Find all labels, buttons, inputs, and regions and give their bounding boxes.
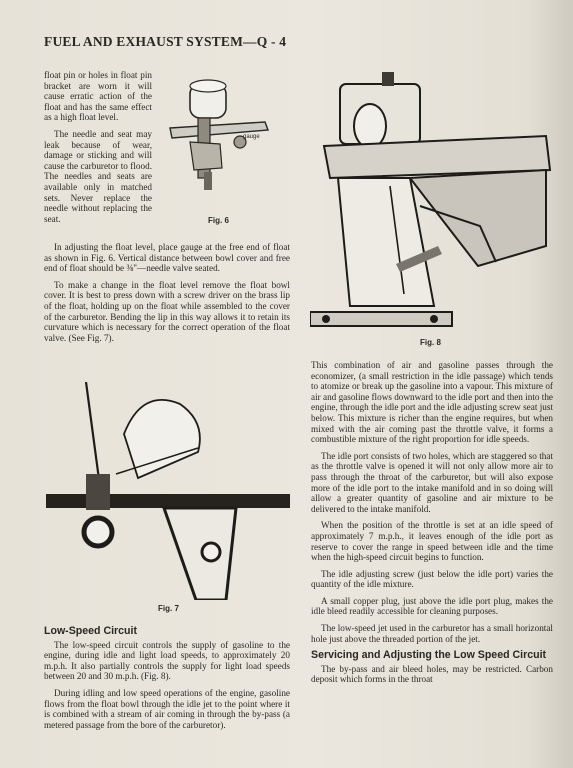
paragraph: float pin or holes in float pin bracket are worn it will cause erratic action of the float and has the same effect as a high float level.: [44, 70, 152, 123]
paragraph: The low-speed circuit controls the supply of gasoline to the engine, during idle and light load speeds, to approximately 20 m.p.h. It also partially controls the supply for light load speeds between 20 and 30 m.p.h. (Fig. 8).: [44, 639, 290, 682]
section-heading-servicing-low-speed: Servicing and Adjusting the Low Speed Circuit: [311, 649, 547, 662]
fig8-caption: Fig. 8: [420, 338, 441, 347]
paragraph: The idle adjusting screw (just below the idle port) varies the quantity of the idle mixture.: [311, 568, 553, 590]
fig6-caption: Fig. 6: [208, 216, 229, 225]
paragraph: When the position of the throttle is set at an idle speed of approximately 7 m.p.h., it leaves enough of the idle port as reserve to cover the range in speed between idle and the time when the high-speed circuit begins to function.: [311, 520, 553, 563]
paragraph: To make a change in the float level remove the float bowl cover. It is best to press down with a screw driver on the brass lip of the float, holding up on the float while assembled to the cover of the carburetor. Bending the lip in this way allows it to retain its curvature which is necessary for the correct operation of the float valve. (See Fig. 7).: [44, 279, 290, 343]
left-mid-column: [44, 242, 290, 349]
page-header: FUEL AND EXHAUST SYSTEM—Q - 4: [44, 34, 287, 49]
right-column: [311, 360, 553, 691]
fig7-float-bowl-illustration: [46, 382, 290, 600]
paragraph: The idle port consists of two holes, which are staggered so that as the throttle valve is opened it will not only allow more air to pass through the throat of the carburetor, but will also expose more of the idle port to the intake manifold and in so doing will allow a greater quantity of gasoline and air mixture to be delivered to the intake manifold.: [311, 450, 553, 514]
paragraph: The needle and seat may leak because of wear, damage or sticking and will cause the carburetor to flood. The needles and seats are available only in matched sets. Never replace the needle without replacing the seat.: [44, 128, 152, 224]
paragraph: In adjusting the float level, place gauge at the free end of float as shown in Fig. 6. Vertical distance between bowl cover and free end of float should be ⅜"—needle valve seated.: [44, 242, 290, 274]
paragraph: The low-speed jet used in the carburetor has a small horizontal hole just above the threaded portion of the jet.: [311, 623, 553, 644]
gauge-label: gauge: [243, 134, 260, 140]
paragraph: The by-pass and air bleed holes, may be restricted. Carbon deposit which forms in the throat: [311, 663, 553, 685]
fig7-caption: Fig. 7: [158, 604, 179, 613]
section-heading-low-speed-circuit: Low-Speed Circuit: [44, 625, 137, 637]
fig8-carburetor-cutaway-illustration: [310, 66, 554, 330]
left-top-column: [44, 70, 152, 230]
paragraph: During idling and low speed operations of the engine, gasoline flows from the float bowl through the idle jet to the point where it is combined with a stream of air coming in through the by-pass (a metered passage from the bore of the carburetor).: [44, 687, 290, 730]
left-bottom-column: [44, 626, 290, 736]
paragraph: A small copper plug, just above the idle port plug, makes the idle bleed readily accessible for cleaning purposes.: [311, 595, 553, 617]
fig6-float-gauge-illustration: [160, 72, 280, 212]
paragraph: This combination of air and gasoline passes through the economizer, (a small restriction in the idle passage) which tends to atomize or break up the gasoline into a vapour. This mixture of air and gasoline flows downward to the idle port and then into the engine, through the idle port and the idle adjusting screw seat just below. This mixture is richer than the engine requires, but when mixed with the air coming past the throttle valve, it forms a combustible mixture of the right proportion for idle speeds.: [311, 360, 553, 445]
